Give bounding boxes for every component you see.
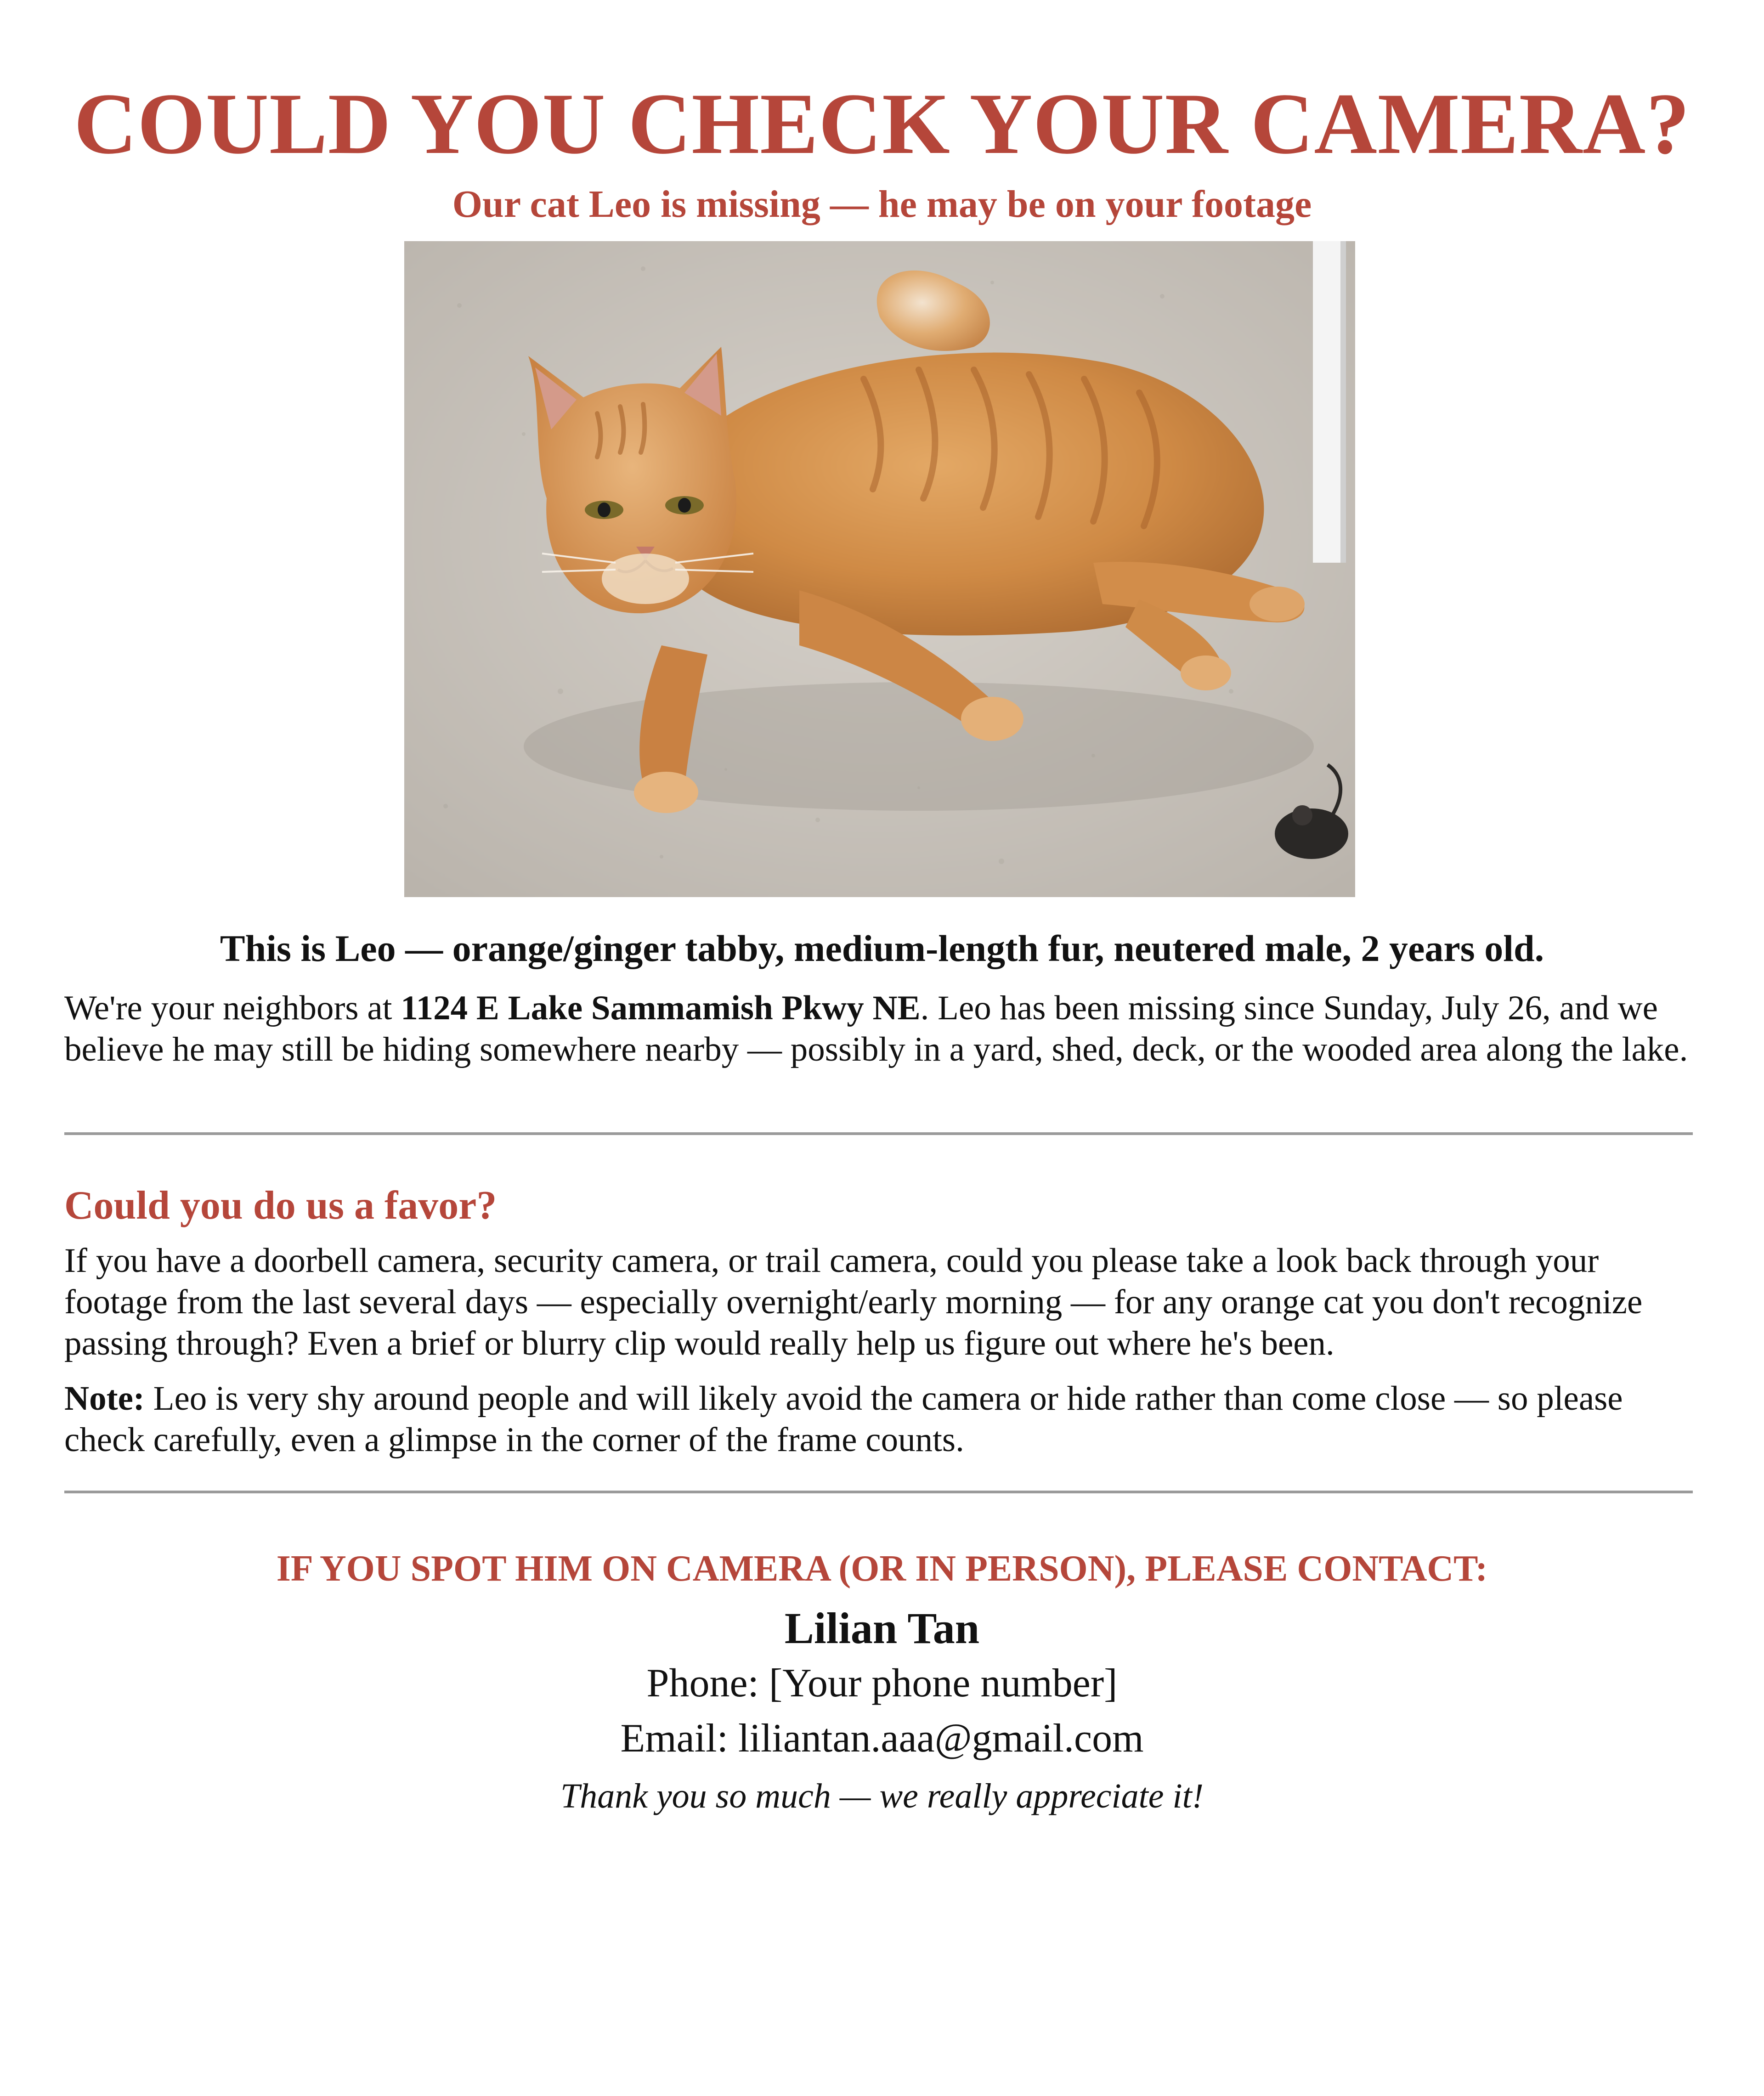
thank-you-note: Thank you so much — we really appreciate it!: [560, 1777, 1204, 1815]
intro-paragraph: [64, 988, 1700, 1070]
contact-name: Lilian Tan: [784, 1604, 980, 1653]
home-address: 1124 E Lake Sammamish Pkwy NE: [401, 989, 921, 1027]
contact-email[interactable]: Email: liliantan.aaa@gmail.com: [620, 1716, 1144, 1761]
cat-photo: [404, 241, 1355, 897]
cat-description: This is Leo — orange/ginger tabby, medium-length fur, neutered male, 2 years old.: [220, 927, 1544, 969]
contact-phone: Phone: [Your phone number]: [646, 1661, 1118, 1706]
note-label: Note:: [64, 1379, 145, 1418]
favor-paragraph: If you have a doorbell camera, security camera, or trail camera, could you please take a look back through your footage from the last several days — especially overnight/early morning — for any orange cat you don't recognize passing through? Even a brief or blurry clip would really help us figure out where he's been.: [64, 1242, 1643, 1362]
headline: COULD YOU CHECK YOUR CAMERA?: [74, 76, 1690, 172]
note-paragraph: [64, 1378, 1700, 1461]
divider: [64, 1491, 1693, 1493]
divider: [64, 1132, 1693, 1135]
subheadline: Our cat Leo is missing — he may be on your footage: [452, 183, 1312, 226]
favor-heading: Could you do us a favor?: [64, 1183, 497, 1228]
intro-text-end: . Leo has been missing since Sunday, July 26, and we believe he may still be hiding somewhere nearby — possibly in a yard, shed, deck, or the wooded area along the lake.: [64, 989, 1688, 1068]
note-text: Leo is very shy around people and will likely avoid the camera or hide rather than come close — so please check carefully, even a glimpse in the corner of the frame counts.: [64, 1379, 1623, 1459]
intro-text-start: We're your neighbors at: [64, 989, 401, 1027]
contact-heading: IF YOU SPOT HIM ON CAMERA (OR IN PERSON), PLEASE CONTACT:: [276, 1548, 1488, 1589]
